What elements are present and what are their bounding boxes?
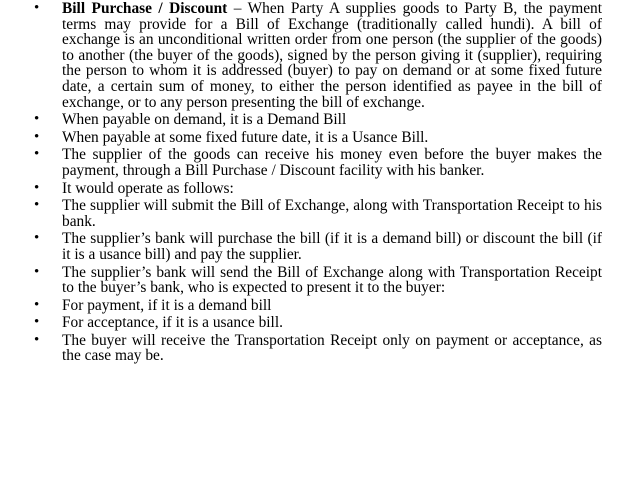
bullet-icon: • — [34, 197, 40, 214]
list-item — [0, 147, 602, 178]
item-text: The supplier will submit the Bill of Exchange, along with Transportation Receipt to his bank. — [62, 197, 602, 230]
bullet-list — [0, 1, 602, 364]
bullet-icon: • — [34, 296, 40, 313]
bullet-icon: • — [34, 128, 40, 145]
bullet-icon: • — [34, 111, 40, 128]
bullet-icon: • — [34, 0, 40, 16]
item-text: When payable on demand, it is a Demand Bill — [62, 111, 347, 129]
item-text: – When Party A supplies goods to Party B, the payment terms may provide for a Bill of Exchange (traditionally called hundi). A bill of exchange is an unconditional written order from one person (the supplier of the goods) to another (the buyer of the goods), signed by the person giving it (supplier), requiring the person to whom it is addressed (buyer) to pay on demand or at some fixed future date, a certain sum of money, to either the person identified as payee in the bill of exchange, or to any person presenting the bill of exchange. — [62, 0, 602, 111]
list-item — [0, 333, 602, 364]
list-item — [0, 265, 602, 296]
item-text: The supplier’s bank will send the Bill of Exchange along with Transportation Receipt to the buyer’s bank, who is expected to present it to the buyer: — [62, 263, 602, 297]
item-text: The supplier’s bank will purchase the bill (if it is a demand bill) or discount the bill (if it is a usance bill) and pay the supplier. — [62, 230, 602, 263]
bullet-icon: • — [34, 331, 40, 348]
bullet-icon: • — [34, 263, 40, 280]
list-item — [0, 112, 602, 128]
item-lead: Bill Purchase / Discount — [62, 0, 228, 17]
list-item — [0, 315, 602, 331]
list-item — [0, 198, 602, 229]
list-item — [0, 298, 602, 314]
bullet-icon: • — [34, 314, 40, 331]
list-item — [0, 181, 602, 197]
bullet-icon: • — [34, 230, 40, 247]
bullet-icon: • — [34, 179, 40, 196]
item-text: The supplier of the goods can receive his money even before the buyer makes the payment, through a Bill Purchase / Discount facility with his banker. — [62, 146, 602, 179]
item-text: It would operate as follows: — [62, 179, 234, 197]
list-item — [0, 231, 602, 262]
item-text: The buyer will receive the Transportation Receipt only on payment or acceptance, as the case may be. — [62, 331, 602, 365]
item-text: For payment, if it is a demand bill — [62, 296, 272, 314]
item-text: When payable at some fixed future date, it is a Usance Bill. — [62, 128, 429, 146]
list-item — [0, 1, 602, 110]
bullet-icon: • — [34, 146, 40, 163]
list-item — [0, 130, 602, 146]
item-text: For acceptance, if it is a usance bill. — [62, 314, 283, 332]
